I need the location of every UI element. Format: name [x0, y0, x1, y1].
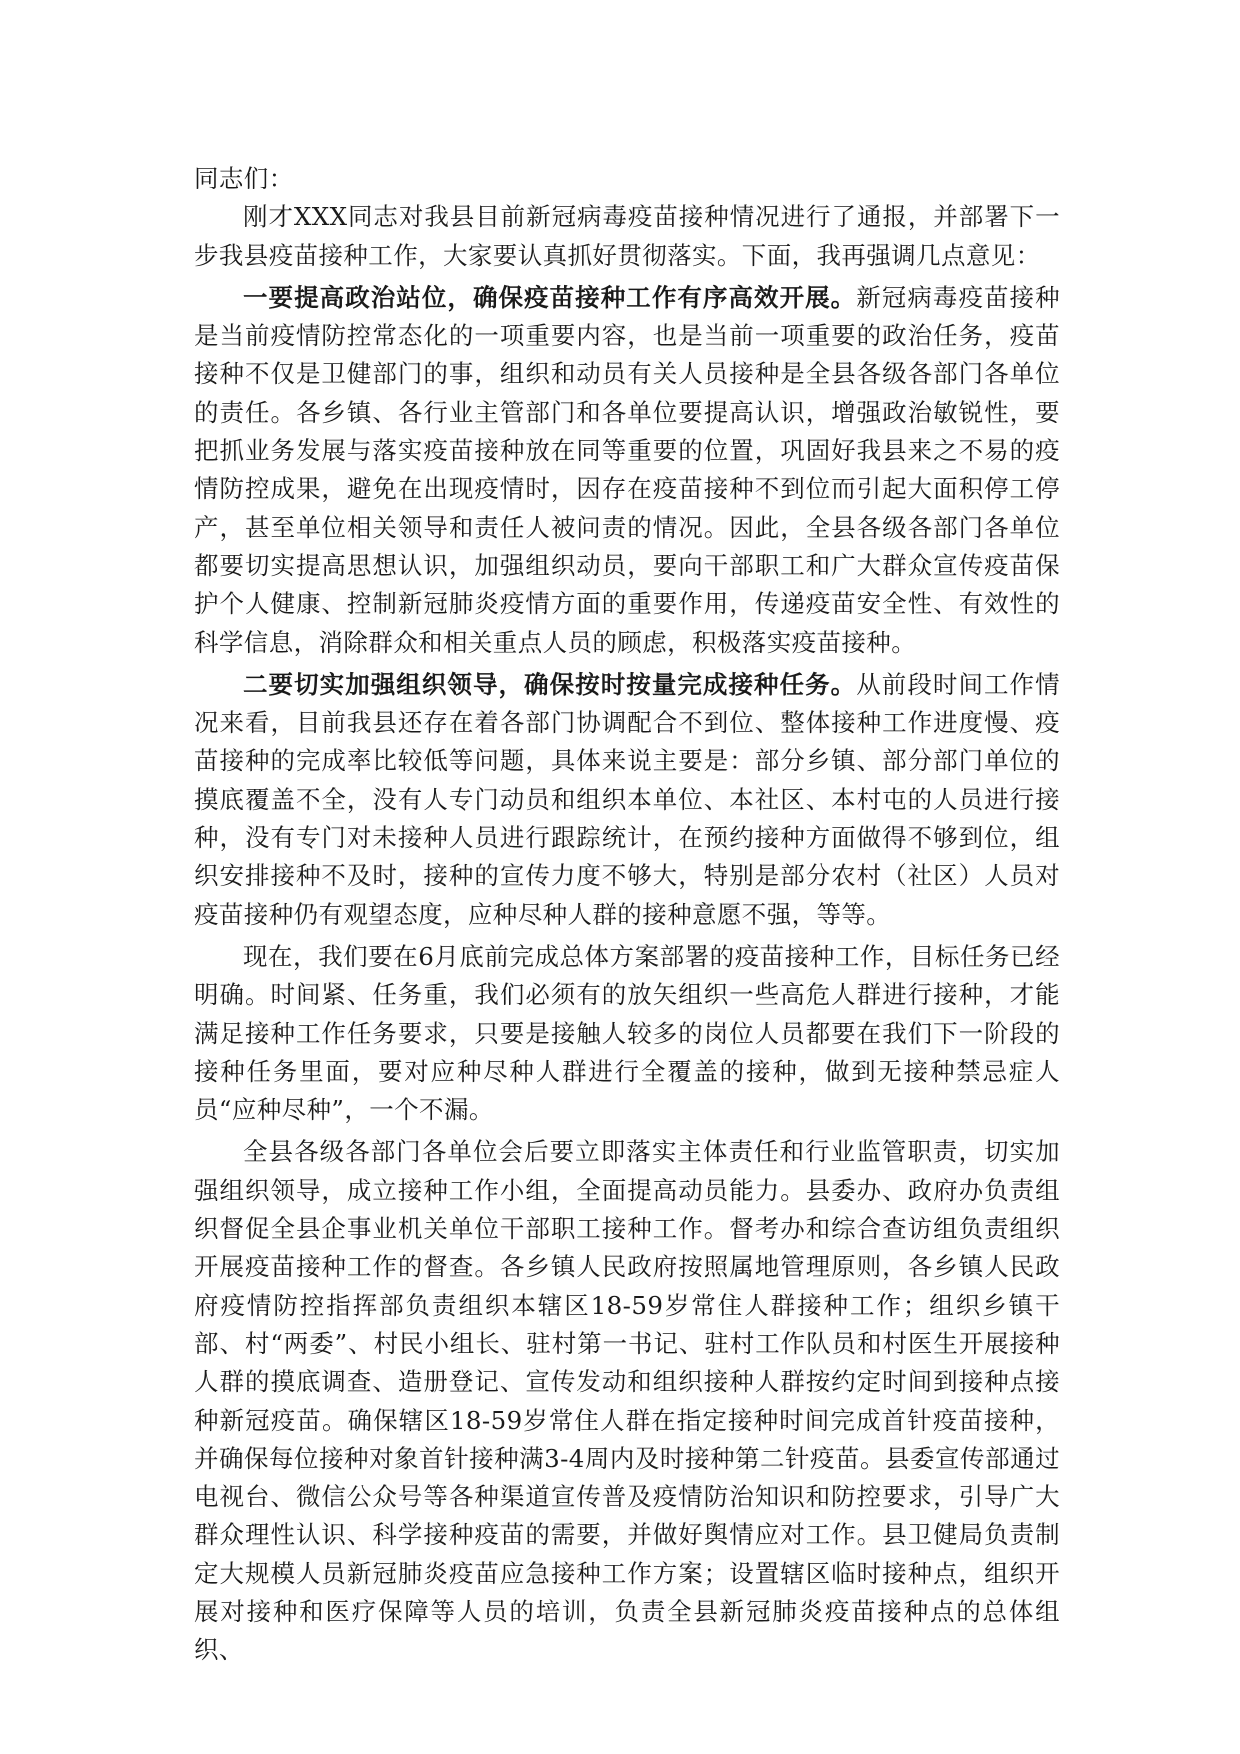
paragraph-text: 新冠病毒疫苗接种是当前疫情防控常态化的一项重要内容，也是当前一项重要的政治任务，疫苗接种不仅是卫健部门的事，组织和动员有关人员接种是全县各级各部门各单位的责任。各乡镇、各行业主管部门和各单位要提高认识，增强政治敏锐性，要把抓业务发展与落实疫苗接种放在同等重要的位置，巩固好我县来之不易的疫情防控成果，避免在出现疫情时，因存在疫苗接种不到位而引起大面积停工停产，甚至单位相关领导和责任人被问责的情况。因此，全县各级各部门各单位都要切实提高思想认识，加强组织动员，要向干部职工和广大群众宣传疫苗保护个人健康、控制新冠肺炎疫情方面的重要作用，传递疫苗安全性、有效性的科学信息，消除群众和相关重点人员的顾虑，积极落实疫苗接种。: [194, 282, 1060, 657]
paragraph-lead-heading: 一要提高政治站位，确保疫苗接种工作有序高效开展。: [243, 282, 857, 312]
paragraph-point-two: [194, 666, 1060, 934]
paragraph-text: 现在，我们要在6月底前完成总体方案部署的疫苗接种工作，目标任务已经明确。时间紧、任务重，我们必须有的放矢组织一些高危人群进行接种，才能满足接种工作任务要求，只要是接触人较多的岗位人员都要在我们下一阶段的接种任务里面，要对应种尽种人群进行全覆盖的接种，做到无接种禁忌症人员“应种尽种”，一个不漏。: [194, 941, 1060, 1125]
paragraph-text: 刚才XXX同志对我县目前新冠病毒疫苗接种情况进行了通报，并部署下一步我县疫苗接种工作，大家要认真抓好贯彻落实。下面，我再强调几点意见：: [194, 202, 1060, 270]
paragraph-intro: [194, 198, 1060, 275]
paragraph-lead-heading: 二要切实加强组织领导，确保按时按量完成接种任务。: [243, 669, 857, 699]
document-page: [194, 160, 1060, 1670]
paragraph-text: 全县各级各部门各单位会后要立即落实主体责任和行业监管职责，切实加强组织领导，成立接种工作小组，全面提高动员能力。县委办、政府办负责组织督促全县企事业机关单位干部职工接种工作。督考办和综合查访组负责组织开展疫苗接种工作的督查。各乡镇人民政府按照属地管理原则，各乡镇人民政府疫情防控指挥部负责组织本辖区18-59岁常住人群接种工作；组织乡镇干部、村“两委”、村民小组长、驻村第一书记、驻村工作队员和村医生开展接种人群的摸底调查、造册登记、宣传发动和组织接种人群按约定时间到接种点接种新冠疫苗。确保辖区18-59岁常住人群在指定接种时间完成首针疫苗接种，并确保每位接种对象首针接种满3-4周内及时接种第二针疫苗。县委宣传部通过电视台、微信公众号等各种渠道宣传普及疫情防治知识和防控要求，引导广大群众理性认识、科学接种疫苗的需要，并做好舆情应对工作。县卫健局负责制定大规模人员新冠肺炎疫苗应急接种工作方案；设置辖区临时接种点，组织开展对接种和医疗保障等人员的培训，负责全县新冠肺炎疫苗接种点的总体组织、: [194, 1137, 1060, 1665]
paragraph-deadline: [194, 938, 1060, 1129]
paragraph-text: 从前段时间工作情况来看，目前我县还存在着各部门协调配合不到位、整体接种工作进度慢、疫苗接种的完成率比较低等问题，具体来说主要是：部分乡镇、部分部门单位的摸底覆盖不全，没有人专门动员和组织本单位、本社区、本村屯的人员进行接种，没有专门对未接种人员进行跟踪统计，在预约接种方面做得不够到位，组织安排接种不及时，接种的宣传力度不够大，特别是部分农村（社区）人员对疫苗接种仍有观望态度，应种尽种人群的接种意愿不强，等等。: [194, 669, 1060, 929]
paragraph-responsibilities: [194, 1133, 1060, 1669]
greeting: 同志们：: [194, 164, 294, 193]
paragraph-point-one: [194, 279, 1060, 662]
